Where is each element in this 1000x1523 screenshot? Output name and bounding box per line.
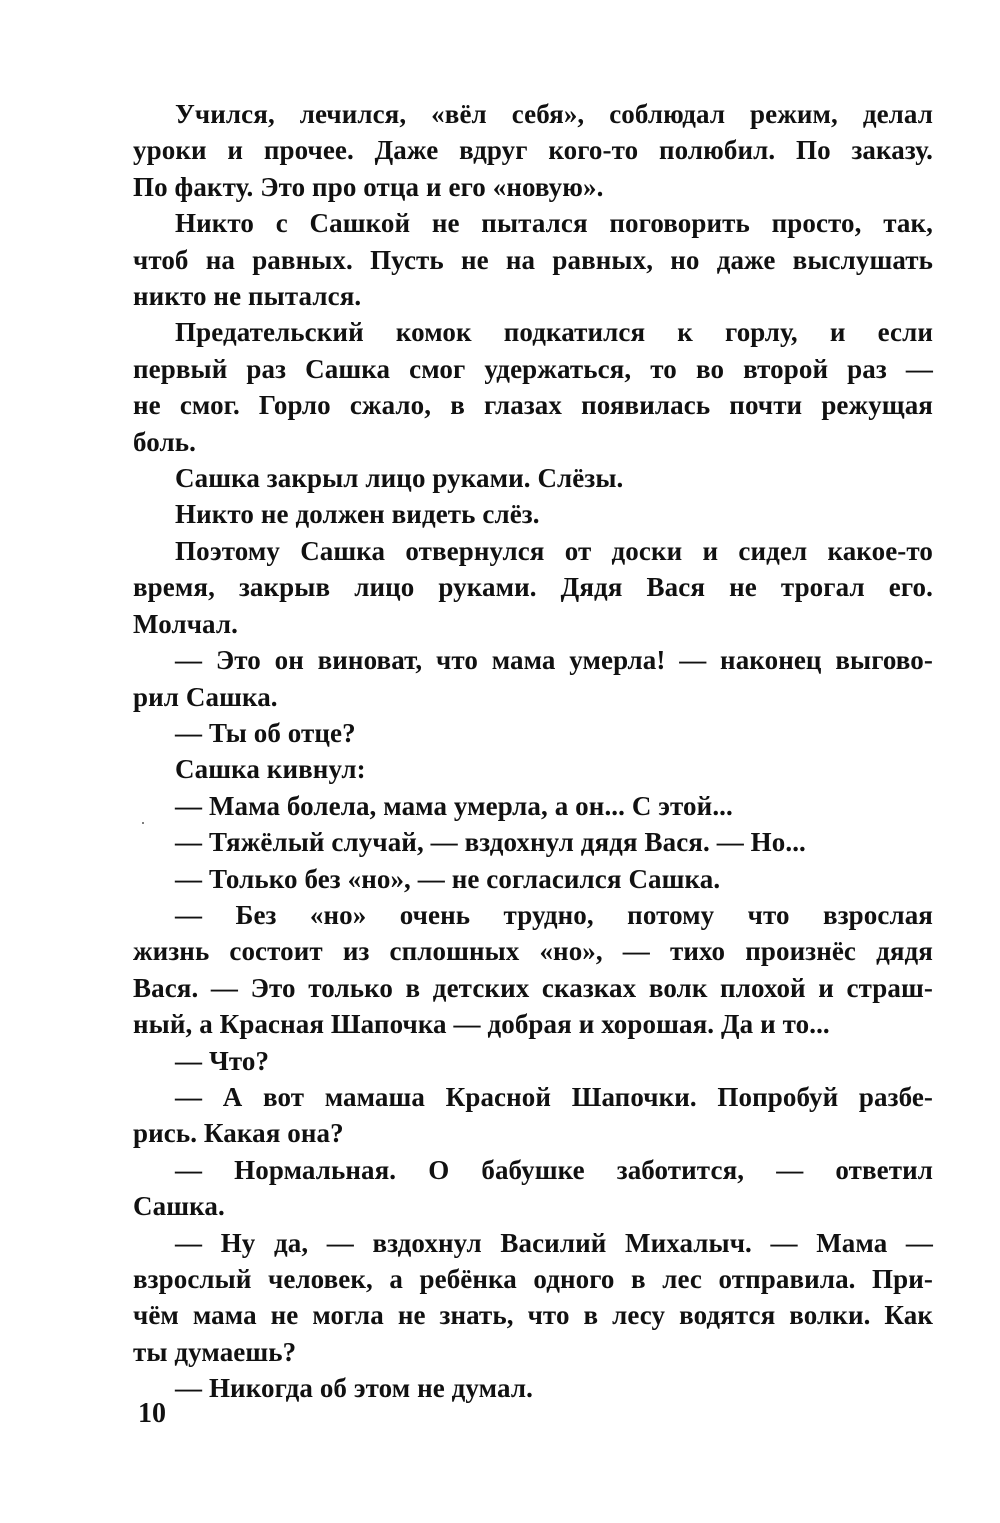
paragraph: [133, 897, 933, 1043]
text-line: рил Сашка.: [133, 681, 278, 712]
text-line: По факту. Это про отца и его «новую».: [133, 171, 604, 202]
text-line: время, закрыв лицо руками. Дядя Вася не трогал его.: [133, 572, 933, 603]
text-line: никто не пытался.: [133, 281, 362, 312]
paragraph: [133, 496, 933, 532]
text-line: Молчал.: [133, 608, 238, 639]
text-line: — Только без «но», — не согласился Сашка.: [175, 863, 721, 894]
paragraph: [133, 1370, 933, 1406]
text-line: — Ты об отце?: [175, 717, 356, 748]
text-line: не смог. Горло сжало, в глазах появилась почти режущая: [133, 390, 933, 421]
text-line: Вася. — Это только в детских сказках волк плохой и страш-: [133, 972, 933, 1003]
paragraph: [133, 642, 933, 715]
text-line: Сашка кивнул:: [175, 754, 366, 785]
text-line: чём мама не могла не знать, что в лесу водятся волки. Как: [133, 1300, 933, 1331]
text-line: уроки и прочее. Даже вдруг кого-то полюбил. По заказу.: [133, 135, 933, 166]
text-line: Сашка.: [133, 1191, 225, 1222]
book-page-text: [133, 96, 933, 1407]
paragraph: [133, 1043, 933, 1079]
text-line: — Без «но» очень трудно, потому что взрослая: [175, 899, 933, 930]
text-line: — Что?: [175, 1045, 270, 1076]
text-line: ты думаешь?: [133, 1336, 297, 1367]
paragraph: [133, 788, 933, 824]
text-line: — Тяжёлый случай, — вздохнул дядя Вася. — Но...: [175, 827, 806, 858]
paragraph: [133, 1152, 933, 1225]
text-line: Предательский комок подкатился к горлу, и если: [175, 317, 933, 348]
paragraph: [133, 96, 933, 205]
text-line: взрослый человек, а ребёнка одного в лес отправила. При-: [133, 1264, 933, 1294]
text-line: Учился, лечился, «вёл себя», соблюдал режим, делал: [175, 99, 933, 129]
paragraph: [133, 314, 933, 460]
text-line: — Ну да, — вздохнул Василий Михалыч. — Мама —: [175, 1227, 933, 1258]
text-line: — Никогда об этом не думал.: [175, 1373, 533, 1404]
text-line: Сашка закрыл лицо руками. Слёзы.: [175, 463, 624, 494]
text-line: — Нормальная. О бабушке заботится, — ответил: [175, 1154, 933, 1185]
text-line: рись. Какая она?: [133, 1118, 344, 1149]
scan-speck: [142, 822, 144, 824]
text-line: — А вот мамаша Красной Шапочки. Попробуй разбе-: [175, 1081, 933, 1112]
text-line: Поэтому Сашка отвернулся от доски и сидел какое-то: [175, 535, 933, 566]
text-line: чтоб на равных. Пусть не на равных, но даже выслушать: [133, 244, 933, 275]
text-line: первый раз Сашка смог удержаться, то во второй раз —: [133, 353, 933, 384]
paragraph: [133, 1079, 933, 1152]
paragraph: [133, 1225, 933, 1371]
paragraph: [133, 533, 933, 642]
paragraph: [133, 751, 933, 787]
text-line: ный, а Красная Шапочка — добрая и хорошая. Да и то...: [133, 1009, 830, 1040]
text-line: боль.: [133, 426, 196, 457]
text-line: Никто не должен видеть слёз.: [175, 499, 540, 530]
paragraph: [133, 824, 933, 860]
text-line: — Мама болела, мама умерла, а он... С этой...: [175, 790, 733, 821]
paragraph: [133, 861, 933, 897]
paragraph: [133, 205, 933, 314]
page-number: 10: [138, 1398, 166, 1429]
paragraph: [133, 460, 933, 496]
paragraph: [133, 715, 933, 751]
text-line: жизнь состоит из сплошных «но», — тихо произнёс дядя: [133, 936, 933, 967]
text-line: Никто с Сашкой не пытался поговорить просто, так,: [175, 208, 933, 239]
text-line: — Это он виноват, что мама умерла! — наконец выгово-: [175, 645, 933, 676]
